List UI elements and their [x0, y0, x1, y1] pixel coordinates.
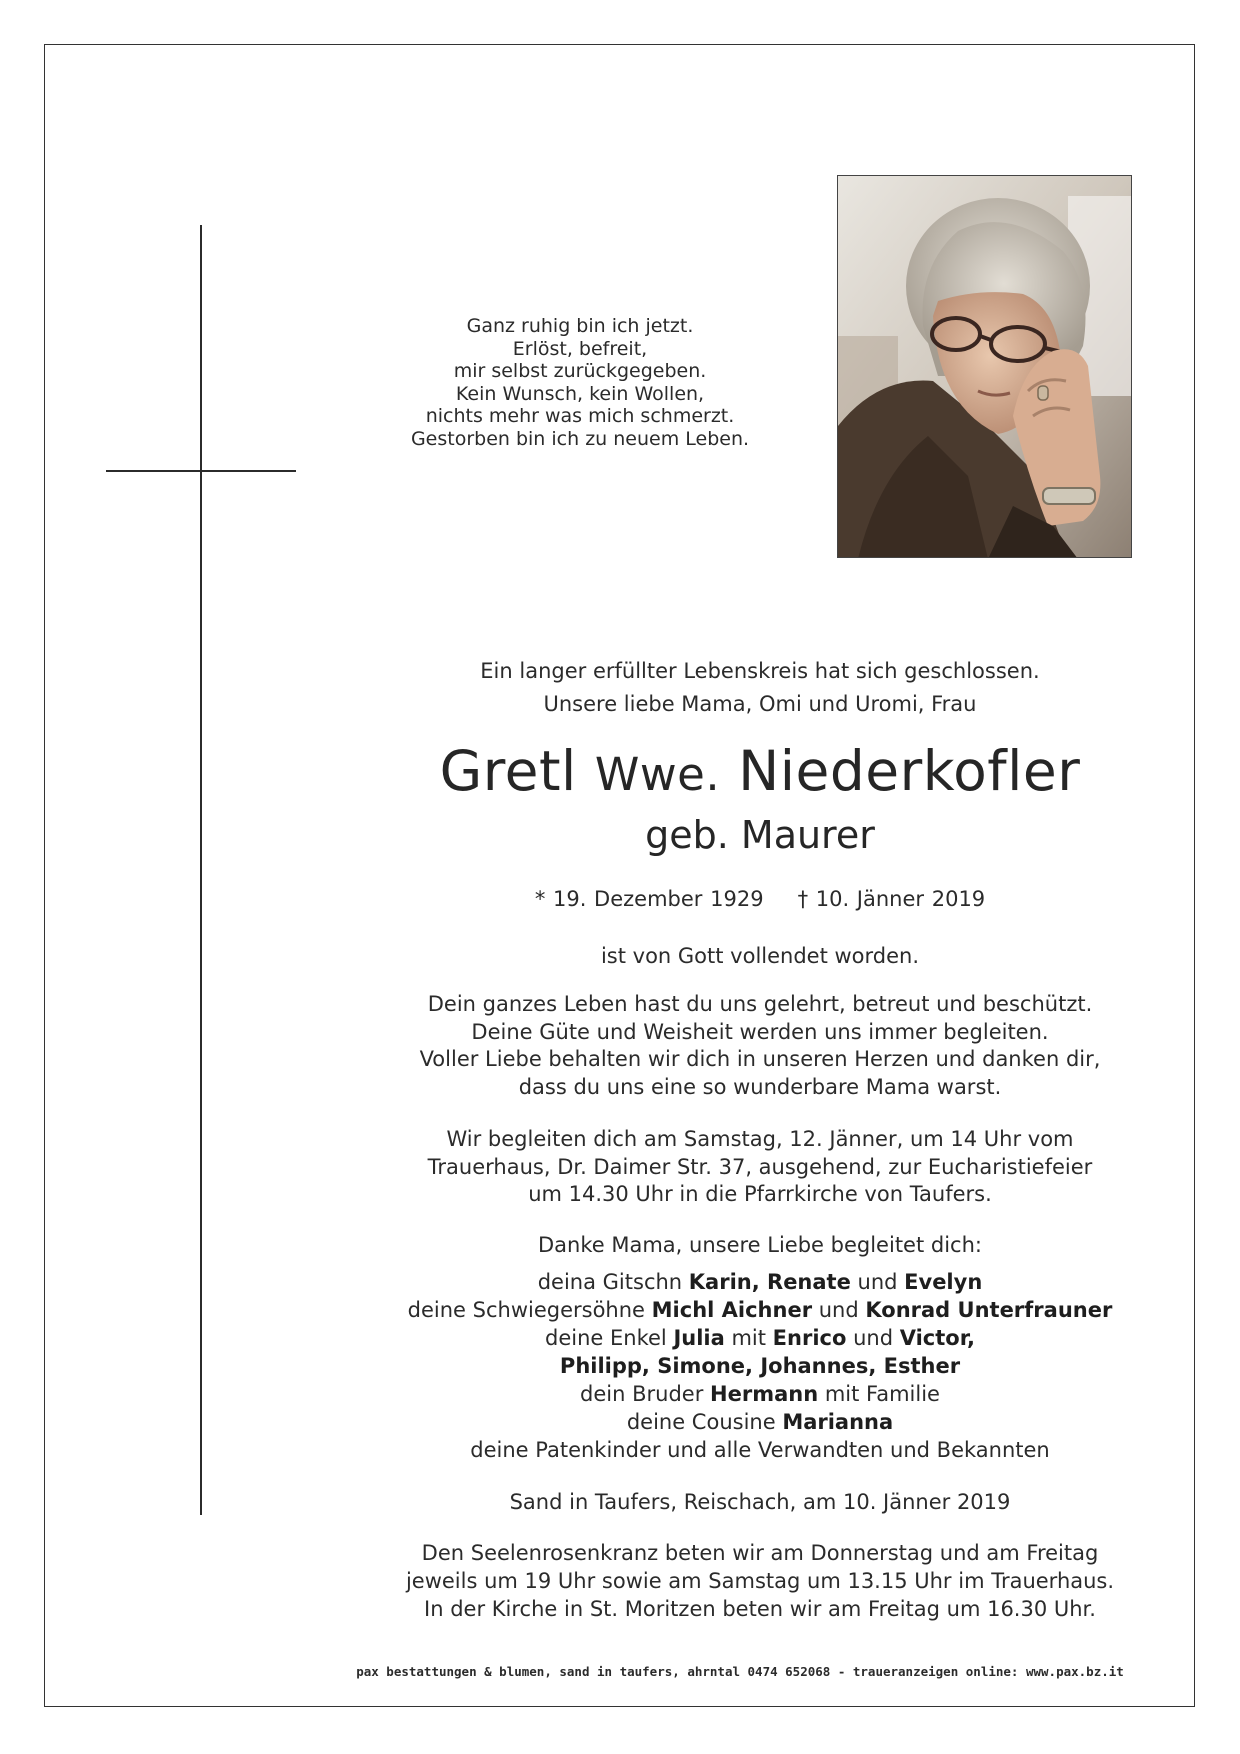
funeral-paragraph: [370, 1126, 1150, 1209]
poem-line: Gestorben bin ich zu neuem Leben.: [410, 427, 750, 450]
rosary-paragraph: [370, 1539, 1150, 1623]
paragraph-line: Deine Güte und Weisheit werden uns immer begleiten.: [471, 1019, 1049, 1044]
paragraph-line: dass du uns eine so wunderbare Mama warst.: [518, 1074, 1002, 1099]
vollendet-text: ist von Gott vollendet worden.: [600, 944, 920, 968]
footer-text: pax bestattungen & blumen, sand in taufers, ahrntal 0474 652068 - traueranzeigen online: www.pax.bz.it: [356, 1664, 1124, 1679]
family-line: deine Patenkinder und alle Verwandten und Bekannten: [470, 1438, 1050, 1462]
deceased-name: [370, 738, 1150, 808]
family-list: [370, 1268, 1150, 1464]
family-line: dein Bruder Hermann mit Familie: [580, 1382, 940, 1406]
cross-vertical-bar: [200, 225, 202, 1515]
last-name: Niederkofler: [738, 739, 1081, 803]
birth-date: * 19. Dezember 1929: [534, 887, 764, 911]
paragraph-line: Voller Liebe behalten wir dich in unseren Herzen und danken dir,: [419, 1047, 1101, 1071]
portrait-photo: [837, 175, 1132, 558]
paragraph-line: Wir begleiten dich am Samstag, 12. Jänner, um 14 Uhr vom: [446, 1127, 1074, 1151]
paragraph-line: Den Seelenrosenkranz beten wir am Donnerstag und am Freitag: [421, 1541, 1099, 1565]
intro-line: Unsere liebe Mama, Omi und Uromi, Frau: [543, 692, 977, 716]
danke-line: Danke Mama, unsere Liebe begleitet dich:: [538, 1233, 982, 1257]
first-name: Gretl: [439, 739, 577, 803]
death-date: † 10. Jänner 2019: [797, 887, 986, 911]
paragraph-line: Trauerhaus, Dr. Daimer Str. 37, ausgehend, zur Eucharistiefeier: [427, 1154, 1093, 1179]
poem-line: mir selbst zurückgegeben.: [453, 360, 707, 382]
intro-line: Ein langer erfüllter Lebenskreis hat sich geschlossen.: [480, 659, 1040, 683]
paragraph-line: Dein ganzes Leben hast du uns gelehrt, betreut und beschützt.: [427, 992, 1093, 1016]
family-line: Philipp, Simone, Johannes, Esther: [559, 1354, 961, 1378]
birth-name: geb. Maurer: [645, 813, 875, 857]
family-line: deine Cousine Marianna: [626, 1410, 894, 1434]
tribute-paragraph: [370, 991, 1150, 1101]
paragraph-line: jeweils um 19 Uhr sowie am Samstag um 13.15 Uhr im Trauerhaus.: [405, 1569, 1115, 1593]
name-middle: Wwe.: [594, 748, 721, 801]
poem: [360, 315, 800, 450]
paragraph-line: In der Kirche in St. Moritzen beten wir am Freitag um 16.30 Uhr.: [424, 1597, 1096, 1621]
poem-line: Erlöst, befreit,: [512, 337, 648, 360]
family-line: deine Schwiegersöhne Michl Aichner und Konrad Unterfrauner: [407, 1298, 1113, 1322]
poem-line: Ganz ruhig bin ich jetzt.: [466, 315, 694, 337]
cross-horizontal-bar: [106, 470, 296, 472]
paragraph-line: um 14.30 Uhr in die Pfarrkirche von Taufers.: [528, 1182, 992, 1206]
intro: [370, 655, 1150, 721]
family-line: deine Enkel Julia mit Enrico und Victor,: [545, 1326, 975, 1350]
poem-line: nichts mehr was mich schmerzt.: [425, 405, 735, 427]
place-date: Sand in Taufers, Reischach, am 10. Jänner 2019: [509, 1490, 1011, 1514]
life-dates: [370, 883, 1150, 915]
family-line: deina Gitschn Karin, Renate und Evelyn: [537, 1270, 983, 1294]
poem-line: Kein Wunsch, kein Wollen,: [455, 382, 705, 405]
